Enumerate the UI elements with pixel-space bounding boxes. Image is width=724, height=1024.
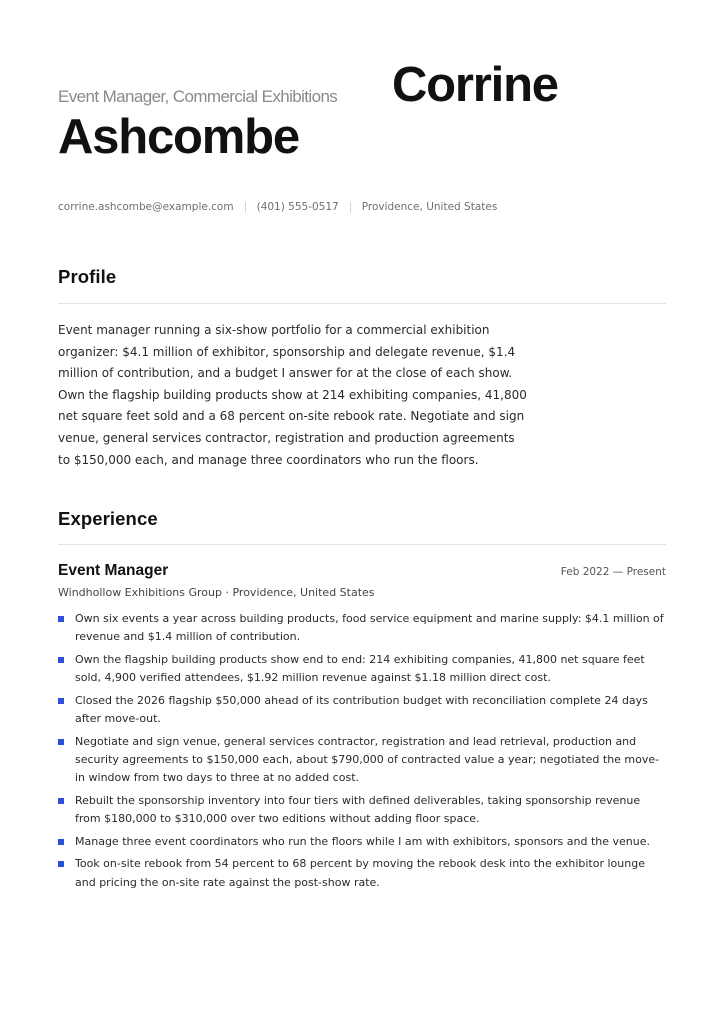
profile-heading: Profile — [58, 266, 117, 287]
last-name: Ashcombe — [58, 110, 299, 164]
profile-summary: Event manager running a six-show portfolio for a commercial exhibition organizer: $4.1 million of exhibitor, sponsorship and delegate revenue, $1.4 million of contribution, and a budget I answer for at the close of each show. Own the flagship building products show at 214 exhibiting companies, 41,800 net square feet sold and a 68 percent on-site rebook rate. Negotiate and sign venue, general services contractor, registration and production agreements to $150,000 each, and manage three coordinators who run the floors. — [58, 323, 527, 467]
bullet-square-icon — [58, 657, 64, 663]
job-bullet-list — [58, 610, 666, 896]
bullet-square-icon — [58, 839, 64, 845]
resume-header — [58, 54, 666, 174]
role-title: Event Manager, Commercial Exhibitions — [58, 87, 338, 106]
bullet-square-icon — [58, 698, 64, 704]
bullet-square-icon — [58, 739, 64, 745]
contact-email: corrine.ashcombe@example.com — [58, 201, 234, 213]
job-bullet — [58, 692, 666, 728]
contact-line — [58, 201, 497, 213]
job-bullet — [58, 651, 666, 687]
job-title: Event Manager — [58, 562, 169, 579]
job-bullet-text: Closed the 2026 flagship $50,000 ahead of its contribution budget with reconciliation complete 24 days after move-out. — [75, 693, 648, 726]
contact-separator — [350, 202, 351, 213]
resume-page — [58, 54, 666, 889]
job-bullet — [58, 792, 666, 828]
job-bullet-text: Rebuilt the sponsorship inventory into four tiers with defined deliverables, taking sponsorship revenue from $180,000 to $310,000 over two editions without adding floor space. — [75, 793, 641, 826]
experience-divider — [58, 544, 666, 545]
job-bullet-text: Manage three event coordinators who run the floors while I am with exhibitors, sponsors and the venue. — [75, 834, 651, 848]
contact-location: Providence, United States — [361, 201, 498, 213]
contact-phone: (401) 555-0517 — [256, 201, 339, 213]
job-bullet-text: Negotiate and sign venue, general services contractor, registration and lead retrieval, production and security agreements to $150,000 each, about $790,000 of contracted value a year; negotiated the move-in window from two days to three at no added cost. — [75, 734, 660, 785]
job-bullet — [58, 733, 666, 788]
contact-separator — [245, 202, 246, 213]
job-dates: Feb 2022 — Present — [560, 566, 666, 578]
profile-divider — [58, 303, 666, 304]
bullet-square-icon — [58, 861, 64, 867]
job-bullet — [58, 855, 666, 891]
job-bullet — [58, 833, 666, 851]
job-bullet-text: Own the flagship building products show end to end: 214 exhibiting companies, 41,800 net square feet sold, 4,900 verified attendees, $1.92 million revenue against $1.18 million direct cost. — [75, 652, 645, 685]
job-bullet-text: Took on-site rebook from 54 percent to 68 percent by moving the rebook desk into the exhibitor lounge and pricing the on-site rate against the post-show rate. — [75, 857, 645, 889]
first-name: Corrine — [392, 58, 558, 112]
bullet-square-icon — [58, 798, 64, 804]
job-company: Windhollow Exhibitions Group · Providence, United States — [58, 586, 375, 599]
bullet-square-icon — [58, 616, 64, 622]
job-bullet-text: Own six events a year across building products, food service equipment and marine supply: $4.1 million of revenue and $1.4 million of contribution. — [75, 612, 664, 644]
experience-heading: Experience — [58, 508, 158, 529]
job-bullet — [58, 610, 666, 646]
